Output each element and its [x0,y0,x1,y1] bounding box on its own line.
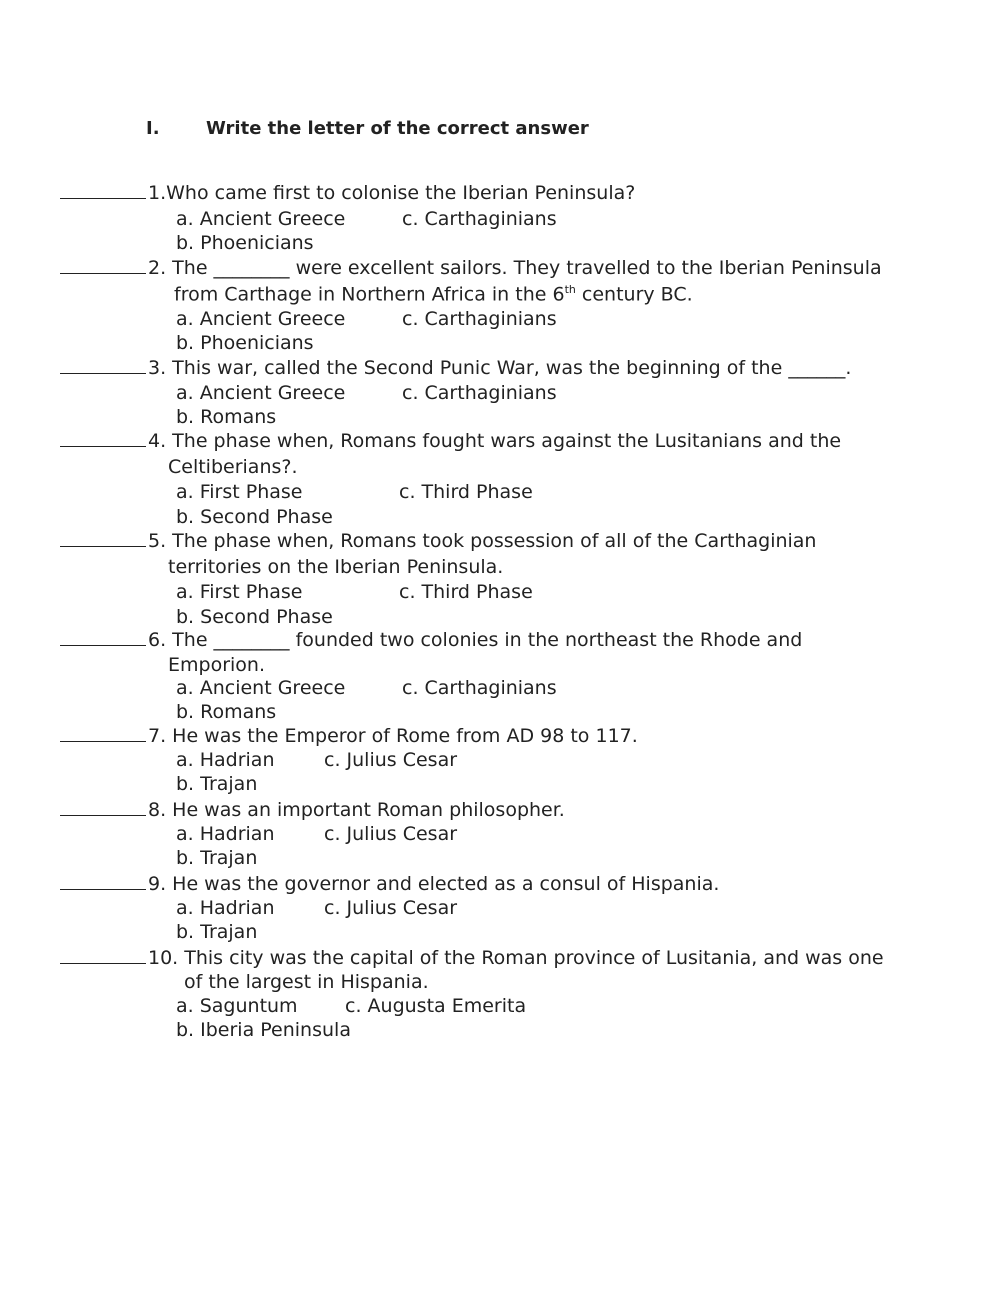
option-a: a. Ancient Greece [176,308,346,330]
ordinal-suffix: th [564,283,576,296]
question-3 [60,357,851,379]
answer-blank[interactable] [60,873,146,890]
option-c: c. Carthaginians [402,382,557,404]
option-a: a. Ancient Greece [176,208,346,230]
question-2 [60,257,882,279]
question-2-continuation [174,283,693,305]
option-c: c. Third Phase [399,581,533,603]
question-text: 1.Who came first to colonise the Iberian Peninsula? [148,182,636,204]
question-10 [60,947,884,969]
question-text: 10. This city was the capital of the Roman province of Lusitania, and was one [148,947,884,969]
option-a: a. First Phase [176,481,303,503]
option-a: a. Saguntum [176,995,298,1017]
option-a: a. Ancient Greece [176,382,346,404]
option-b: b. Phoenicians [176,232,314,254]
answer-blank[interactable] [60,182,146,199]
question-6 [60,629,802,651]
answer-blank[interactable] [60,357,146,374]
answer-blank[interactable] [60,799,146,816]
question-7 [60,725,638,747]
section-title: Write the letter of the correct answer [206,118,589,139]
question-text: 5. The phase when, Romans took possession of all of the Carthaginian [148,530,817,552]
option-c: c. Third Phase [399,481,533,503]
answer-blank[interactable] [60,430,146,447]
option-b: b. Second Phase [176,506,333,528]
answer-blank[interactable] [60,947,146,964]
question-10-continuation: of the largest in Hispania. [184,971,429,993]
option-c: c. Carthaginians [402,677,557,699]
option-b: b. Trajan [176,921,258,943]
question-text: 7. He was the Emperor of Rome from AD 98 to 117. [148,725,638,747]
question-text-cont: from Carthage in Northern Africa in the 6 [174,283,565,306]
question-text: 4. The phase when, Romans fought wars against the Lusitanians and the [148,430,842,452]
option-c: c. Julius Cesar [324,749,458,771]
option-b: b. Trajan [176,773,258,795]
question-5-continuation: territories on the Iberian Peninsula. [168,556,504,578]
section-number: I. [146,118,160,139]
option-c: c. Augusta Emerita [345,995,527,1017]
option-a: a. Hadrian [176,823,275,845]
option-b: b. Romans [176,701,277,723]
question-text: 8. He was an important Roman philosopher. [148,799,565,821]
question-text: 6. The ________ founded two colonies in the northeast the Rhode and [148,629,803,651]
option-b: b. Romans [176,406,277,428]
question-text: 9. He was the governor and elected as a consul of Hispania. [148,873,720,895]
question-4-continuation: Celtiberians?. [168,456,298,478]
option-b: b. Second Phase [176,606,333,628]
question-1 [60,182,635,204]
option-b: b. Trajan [176,847,258,869]
option-c: c. Carthaginians [402,208,557,230]
option-b: b. Phoenicians [176,332,314,354]
option-c: c. Carthaginians [402,308,557,330]
question-text: 2. The ________ were excellent sailors. They travelled to the Iberian Peninsula [148,257,882,279]
question-text-cont-end: century BC. [575,283,693,306]
answer-blank[interactable] [60,530,146,547]
option-a: a. Hadrian [176,749,275,771]
question-8 [60,799,565,821]
option-a: a. Ancient Greece [176,677,346,699]
question-6-continuation: Emporion. [168,654,265,676]
question-9 [60,873,719,895]
question-text: 3. This war, called the Second Punic War, was the beginning of the ______. [148,357,852,379]
option-a: a. First Phase [176,581,303,603]
option-a: a. Hadrian [176,897,275,919]
option-c: c. Julius Cesar [324,823,458,845]
question-4 [60,430,841,452]
option-b: b. Iberia Peninsula [176,1019,351,1041]
question-5 [60,530,816,552]
answer-blank[interactable] [60,725,146,742]
answer-blank[interactable] [60,629,146,646]
answer-blank[interactable] [60,257,146,274]
option-c: c. Julius Cesar [324,897,458,919]
